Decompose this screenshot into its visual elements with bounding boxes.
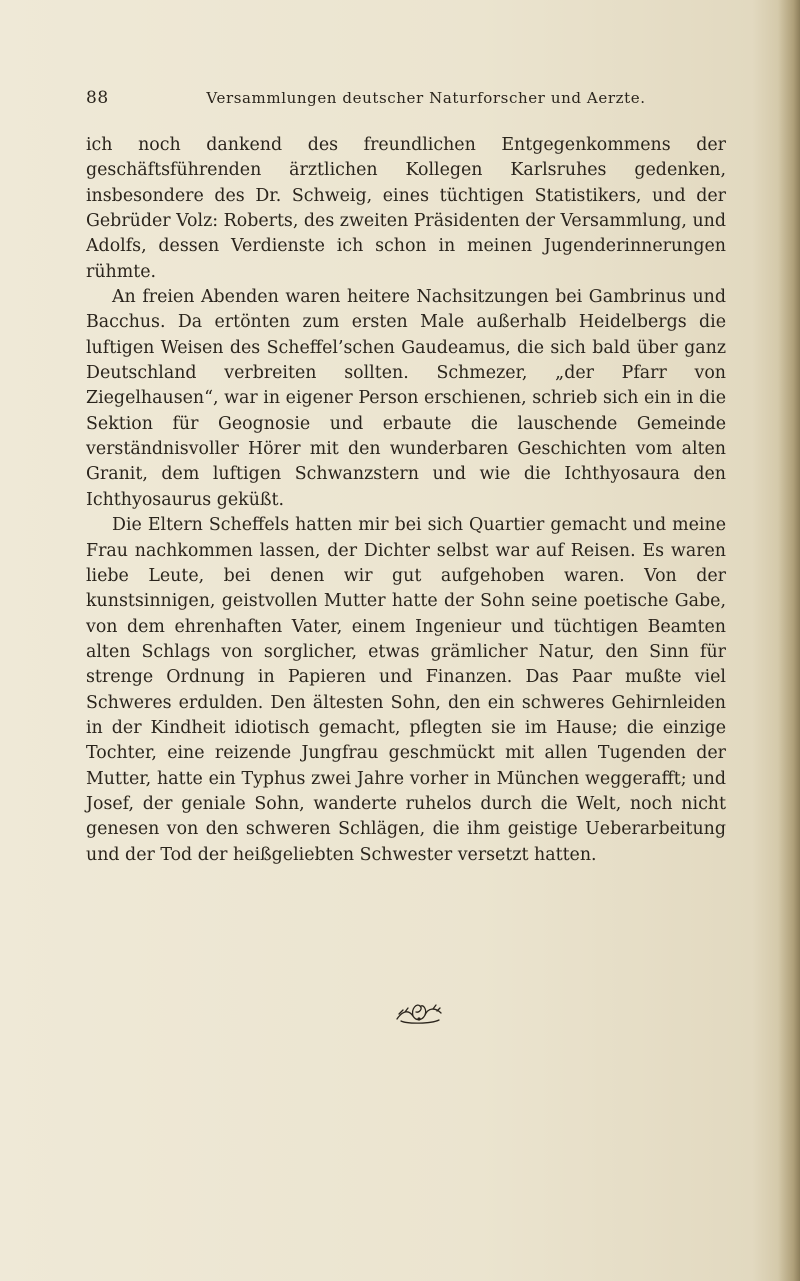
paragraph-evenings: An freien Abenden waren heitere Nachsitzungen bei Gambrinus und Bacchus. Da ertönten zum ersten Male außerhalb Heidelbergs die luftigen Weisen des Scheffel’schen Gaudeamus, die sich bald über ganz Deutschland verbreiten sollten. Schmezer, „der Pfarr von Ziegelhausen“, war in eigener Person erschienen, schrieb sich ein in die Sektion für Geognosie und erbaute die lauschende Gemeinde verständnisvoller Hörer mit den wunderbaren Geschichten vom alten Granit, dem luftigen Schwanzstern und wie die Ichthyosaura den Ichthyosaurus geküßt. (86, 287, 726, 510)
printers-flourish-icon (393, 1000, 445, 1026)
paragraph-continuation: ich noch dankend des freundlichen Entgegenkommens der geschäftsführenden ärztlichen Kollegen Karlsruhes gedenken, insbesondere des Dr. Schweig, eines tüchtigen Statistikers, und der Gebrüder Volz: Roberts, des zweiten Präsidenten der Versammlung, und Adolfs, dessen Verdienste ich schon in meinen Jugenderinnerungen rühmte. (86, 135, 726, 282)
paragraph-scheffel-parents: Die Eltern Scheffels hatten mir bei sich Quartier gemacht und meine Frau nachkommen lassen, der Dichter selbst war auf Reisen. Es waren liebe Leute, bei denen wir gut aufgehoben waren. Von der kunstsinnigen, geistvollen Mutter hatte der Sohn seine poetische Gabe, von dem ehrenhaften Vater, einem Ingenieur und tüchtigen Beamten alten Schlags von sorglicher, etwas grämlicher Natur, den Sinn für strenge Ordnung in Papieren und Finanzen. Das Paar mußte viel Schweres erdulden. Den ältesten Sohn, den ein schweres Gehirnleiden in der Kindheit idiotisch gemacht, pflegten sie im Hause; die einzige Tochter, eine reizende Jungfrau geschmückt mit allen Tugenden der Mutter, hatte ein Typhus zwei Jahre vorher in München weggerafft; und Josef, der geniale Sohn, wanderte ruhelos durch die Welt, noch nicht genesen von den schweren Schlägen, die ihm geistige Ueberarbeitung und der Tod der heißgeliebten Schwester versetzt hatten. (86, 515, 726, 865)
page-number: 88 (86, 88, 109, 108)
page-edge-shadow (778, 0, 800, 1281)
body-text (86, 133, 726, 868)
running-head: Versammlungen deutscher Naturforscher und Aerzte. (206, 89, 646, 107)
page-header (86, 88, 726, 112)
